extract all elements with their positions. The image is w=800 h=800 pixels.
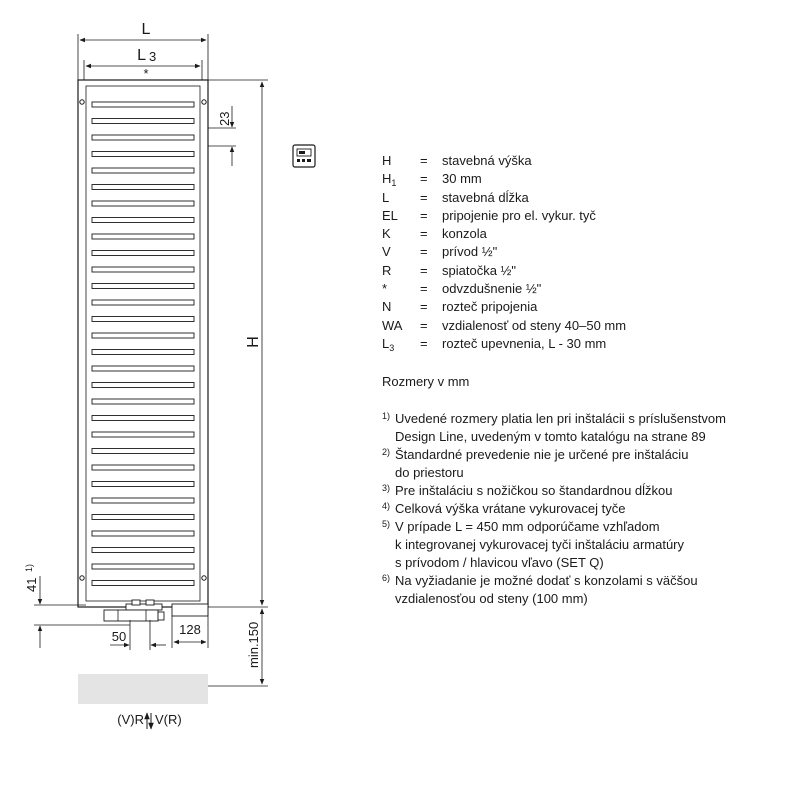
legend-row <box>382 317 626 335</box>
radiator-rung <box>92 251 194 256</box>
radiator-rung <box>92 350 194 355</box>
legend-equals: = <box>420 281 428 297</box>
radiator-rung <box>92 515 194 520</box>
footnote-text: Pre inštaláciu s nožičkou so štandardnou dĺžkou <box>395 483 673 498</box>
radiator-rung <box>92 531 194 536</box>
radiator-rung <box>92 449 194 454</box>
legend-description: spiatočka ½" <box>442 262 516 278</box>
footnote <box>382 518 792 572</box>
legend-row <box>382 207 626 225</box>
footnote <box>382 572 792 608</box>
label-L3: L <box>137 47 146 64</box>
footnote-text: V prípade L = 450 mm odporúčame vzhľadom k integrovanej vykurovacej tyči inštaláciu armatúry s prívodom / hlavicou vľavo (SET Q) <box>395 519 685 570</box>
legend-row <box>382 152 626 170</box>
legend-equals: = <box>420 262 428 278</box>
radiator-rung <box>92 564 194 569</box>
radiator-rung <box>92 284 194 289</box>
radiator-rung <box>92 168 194 173</box>
radiator-rung <box>92 267 194 272</box>
legend-description: stavebná výška <box>442 153 532 168</box>
radiator-rung <box>92 416 194 421</box>
radiator-rung <box>92 383 194 388</box>
floor-block <box>78 674 208 704</box>
radiator-rung <box>92 482 194 487</box>
dim-L3 <box>84 47 202 81</box>
label-41: 41 <box>24 577 39 592</box>
radiator-frame <box>78 80 208 607</box>
radiator-rung <box>92 465 194 470</box>
legend-description: prívod ½" <box>442 244 498 260</box>
label-H: H <box>245 336 262 348</box>
radiator-rung <box>92 300 194 305</box>
footnote-text: Štandardné prevedenie nie je určené pre inštaláciu do priestoru <box>395 447 689 480</box>
legend-description: odvzdušnenie ½" <box>442 281 542 297</box>
label-128: 128 <box>179 622 201 637</box>
legend-symbol: EL <box>382 207 398 223</box>
legend-equals: = <box>420 171 428 187</box>
footnote-text: Na vyžiadanie je možné dodať s konzolami s väčšou vzdialenosťou od steny (100 mm) <box>395 573 698 606</box>
radiator-rung <box>92 218 194 223</box>
label-flow-left: (V)R <box>117 712 144 727</box>
legend-symbol: $H_1$ <box>382 171 397 189</box>
label-L3-sub: 3 <box>149 49 157 64</box>
legend-row <box>382 280 626 298</box>
radiator-rung <box>92 548 194 553</box>
legend-symbol: * <box>382 281 388 297</box>
symbol-legend <box>382 152 626 353</box>
radiator-rung <box>92 201 194 206</box>
footnote-number: 4) <box>382 501 391 511</box>
footnote-number: 5) <box>382 519 391 529</box>
footnote-number: 1) <box>382 411 391 421</box>
legend-equals: = <box>420 299 428 315</box>
legend-description: pripojenie pro el. vykur. tyč <box>442 207 596 223</box>
legend-row <box>382 298 626 316</box>
legend-row <box>382 170 626 188</box>
legend-row <box>382 243 626 261</box>
label-41-sup: 1) <box>24 563 34 572</box>
radiator-rung <box>92 102 194 107</box>
label-L: L <box>141 21 151 38</box>
label-flow-right: V(R) <box>155 712 182 727</box>
footnote <box>382 500 792 518</box>
radiator-rung <box>92 185 194 190</box>
legend-equals: = <box>420 207 428 223</box>
footnote-number: 3) <box>382 483 391 493</box>
footnotes <box>382 410 792 608</box>
label-23: 23 <box>217 111 232 126</box>
legend-equals: = <box>420 189 428 205</box>
legend-description: konzola <box>442 226 487 242</box>
radiator-rung <box>92 498 194 503</box>
legend-description: rozteč pripojenia <box>442 299 538 315</box>
legend-row <box>382 335 626 353</box>
legend-equals: = <box>420 335 428 351</box>
footnote <box>382 482 792 500</box>
radiator-rung <box>92 234 194 239</box>
radiator-rung <box>92 366 194 371</box>
label-min150: min.150 <box>246 621 261 668</box>
radiator-rung <box>92 135 194 140</box>
radiator-rung <box>92 399 194 404</box>
legend-equals: = <box>420 153 428 168</box>
legend-symbol: H <box>382 153 392 168</box>
legend-description: stavebná dĺžka <box>442 189 529 205</box>
footnote-number: 6) <box>382 573 391 583</box>
legend-equals: = <box>420 226 428 242</box>
units-note: Rozmery v mm <box>382 374 470 389</box>
svg-text:L <box>137 47 146 64</box>
legend-row <box>382 189 626 207</box>
footnote <box>382 410 792 446</box>
radiator-rung <box>92 432 194 437</box>
legend-symbol: WA <box>382 317 403 333</box>
legend-symbol: N <box>382 299 392 315</box>
radiator-rung <box>92 119 194 124</box>
legend-symbol: R <box>382 262 392 278</box>
footnote <box>382 446 792 482</box>
legend-description: rozteč upevnenia, L - 30 mm <box>442 335 607 351</box>
label-star: * <box>143 66 149 81</box>
dim-50 <box>110 620 166 650</box>
radiator-rung <box>92 581 194 586</box>
dim-23 <box>208 106 236 166</box>
legend-equals: = <box>420 317 428 333</box>
legend-description: vzdialenosť od steny 40–50 mm <box>442 317 627 333</box>
footnote-number: 2) <box>382 447 391 457</box>
radiator-rung <box>92 317 194 322</box>
dim-H <box>208 80 268 607</box>
legend-symbol: V <box>382 244 391 260</box>
flow-direction <box>117 712 181 729</box>
legend-equals: = <box>420 244 428 260</box>
legend-row <box>382 262 626 280</box>
legend-description: 30 mm <box>442 171 482 187</box>
radiator-rung <box>92 152 194 157</box>
footnote-text: Uvedené rozmery platia len pri inštalácii s príslušenstvom Design Line, uvedeným v tomto katalógu na strane 89 <box>395 411 726 444</box>
label-50: 50 <box>111 629 127 644</box>
radiator-rung <box>92 333 194 338</box>
dim-min150 <box>208 609 268 686</box>
legend-symbol: L <box>382 189 390 205</box>
legend-symbol: K <box>382 226 391 242</box>
legend-symbol: $L_3$ <box>382 335 395 353</box>
legend-row <box>382 225 626 243</box>
thermostat-control-icon <box>293 145 315 167</box>
footnote-text: Celková výška vrátane vykurovacej tyče <box>395 501 626 516</box>
